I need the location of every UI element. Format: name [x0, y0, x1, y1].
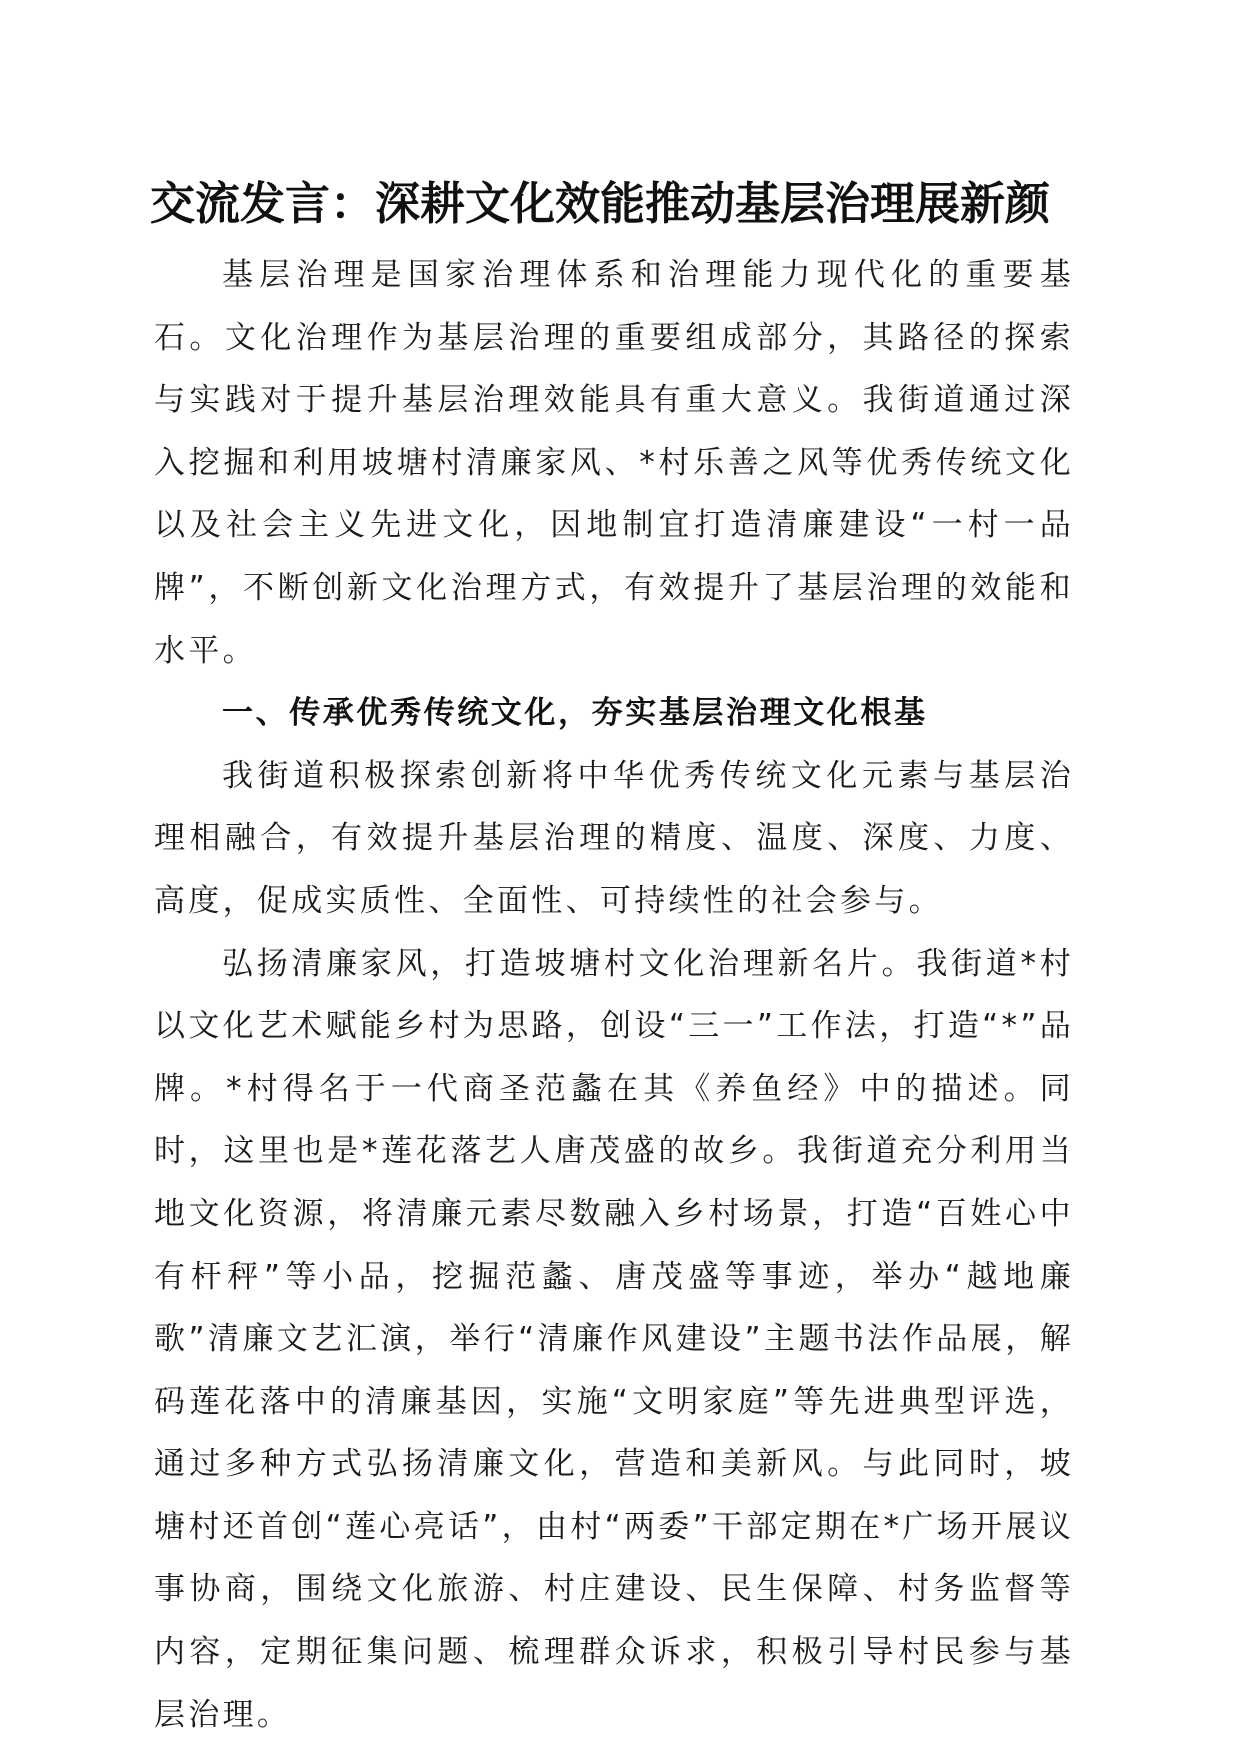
- section-1-paragraph-2: 弘扬清廉家风，打造坡塘村文化治理新名片。我街道*村以文化艺术赋能乡村为思路，创设“三一”工作法，打造“*”品牌。*村得名于一代商圣范蠡在其《养鱼经》中的描述。同时，这里也是*莲花落艺人唐茂盛的故乡。我街道充分利用当地文化资源，将清廉元素尽数融入乡村场景，打造“百姓心中有杆秤”等小品，挖掘范蠡、唐茂盛等事迹，举办“越地廉歌”清廉文艺汇演，举行“清廉作风建设”主题书法作品展，解码莲花落中的清廉基因，实施“文明家庭”等先进典型评选，通过多种方式弘扬清廉文化，营造和美新风。与此同时，坡塘村还首创“莲心亮话”，由村“两委”干部定期在*广场开展议事协商，围绕文化旅游、村庄建设、民生保障、村务监督等内容，定期征集问题、梳理群众诉求，积极引导村民参与基层治理。: [154, 945, 1074, 1733]
- intro-paragraph: 基层治理是国家治理体系和治理能力现代化的重要基石。文化治理作为基层治理的重要组成部分，其路径的探索与实践对于提升基层治理效能具有重大意义。我街道通过深入挖掘和利用坡塘村清廉家风、*村乐善之风等优秀传统文化以及社会主义先进文化，因地制宜打造清廉建设“一村一品牌”，不断创新文化治理方式，有效提升了基层治理的效能和水平。: [154, 257, 1074, 669]
- section-heading-1: 一、传承优秀传统文化，夯实基层治理文化根基: [222, 695, 928, 732]
- section-1-paragraph-1: 我街道积极探索创新将中华优秀传统文化元素与基层治理相融合，有效提升基层治理的精度、温度、深度、力度、高度，促成实质性、全面性、可持续性的社会参与。: [154, 757, 1074, 919]
- document-body: [154, 244, 1074, 1746]
- document-title: 交流发言：深耕文化效能推动基层治理展新颜: [150, 177, 1051, 230]
